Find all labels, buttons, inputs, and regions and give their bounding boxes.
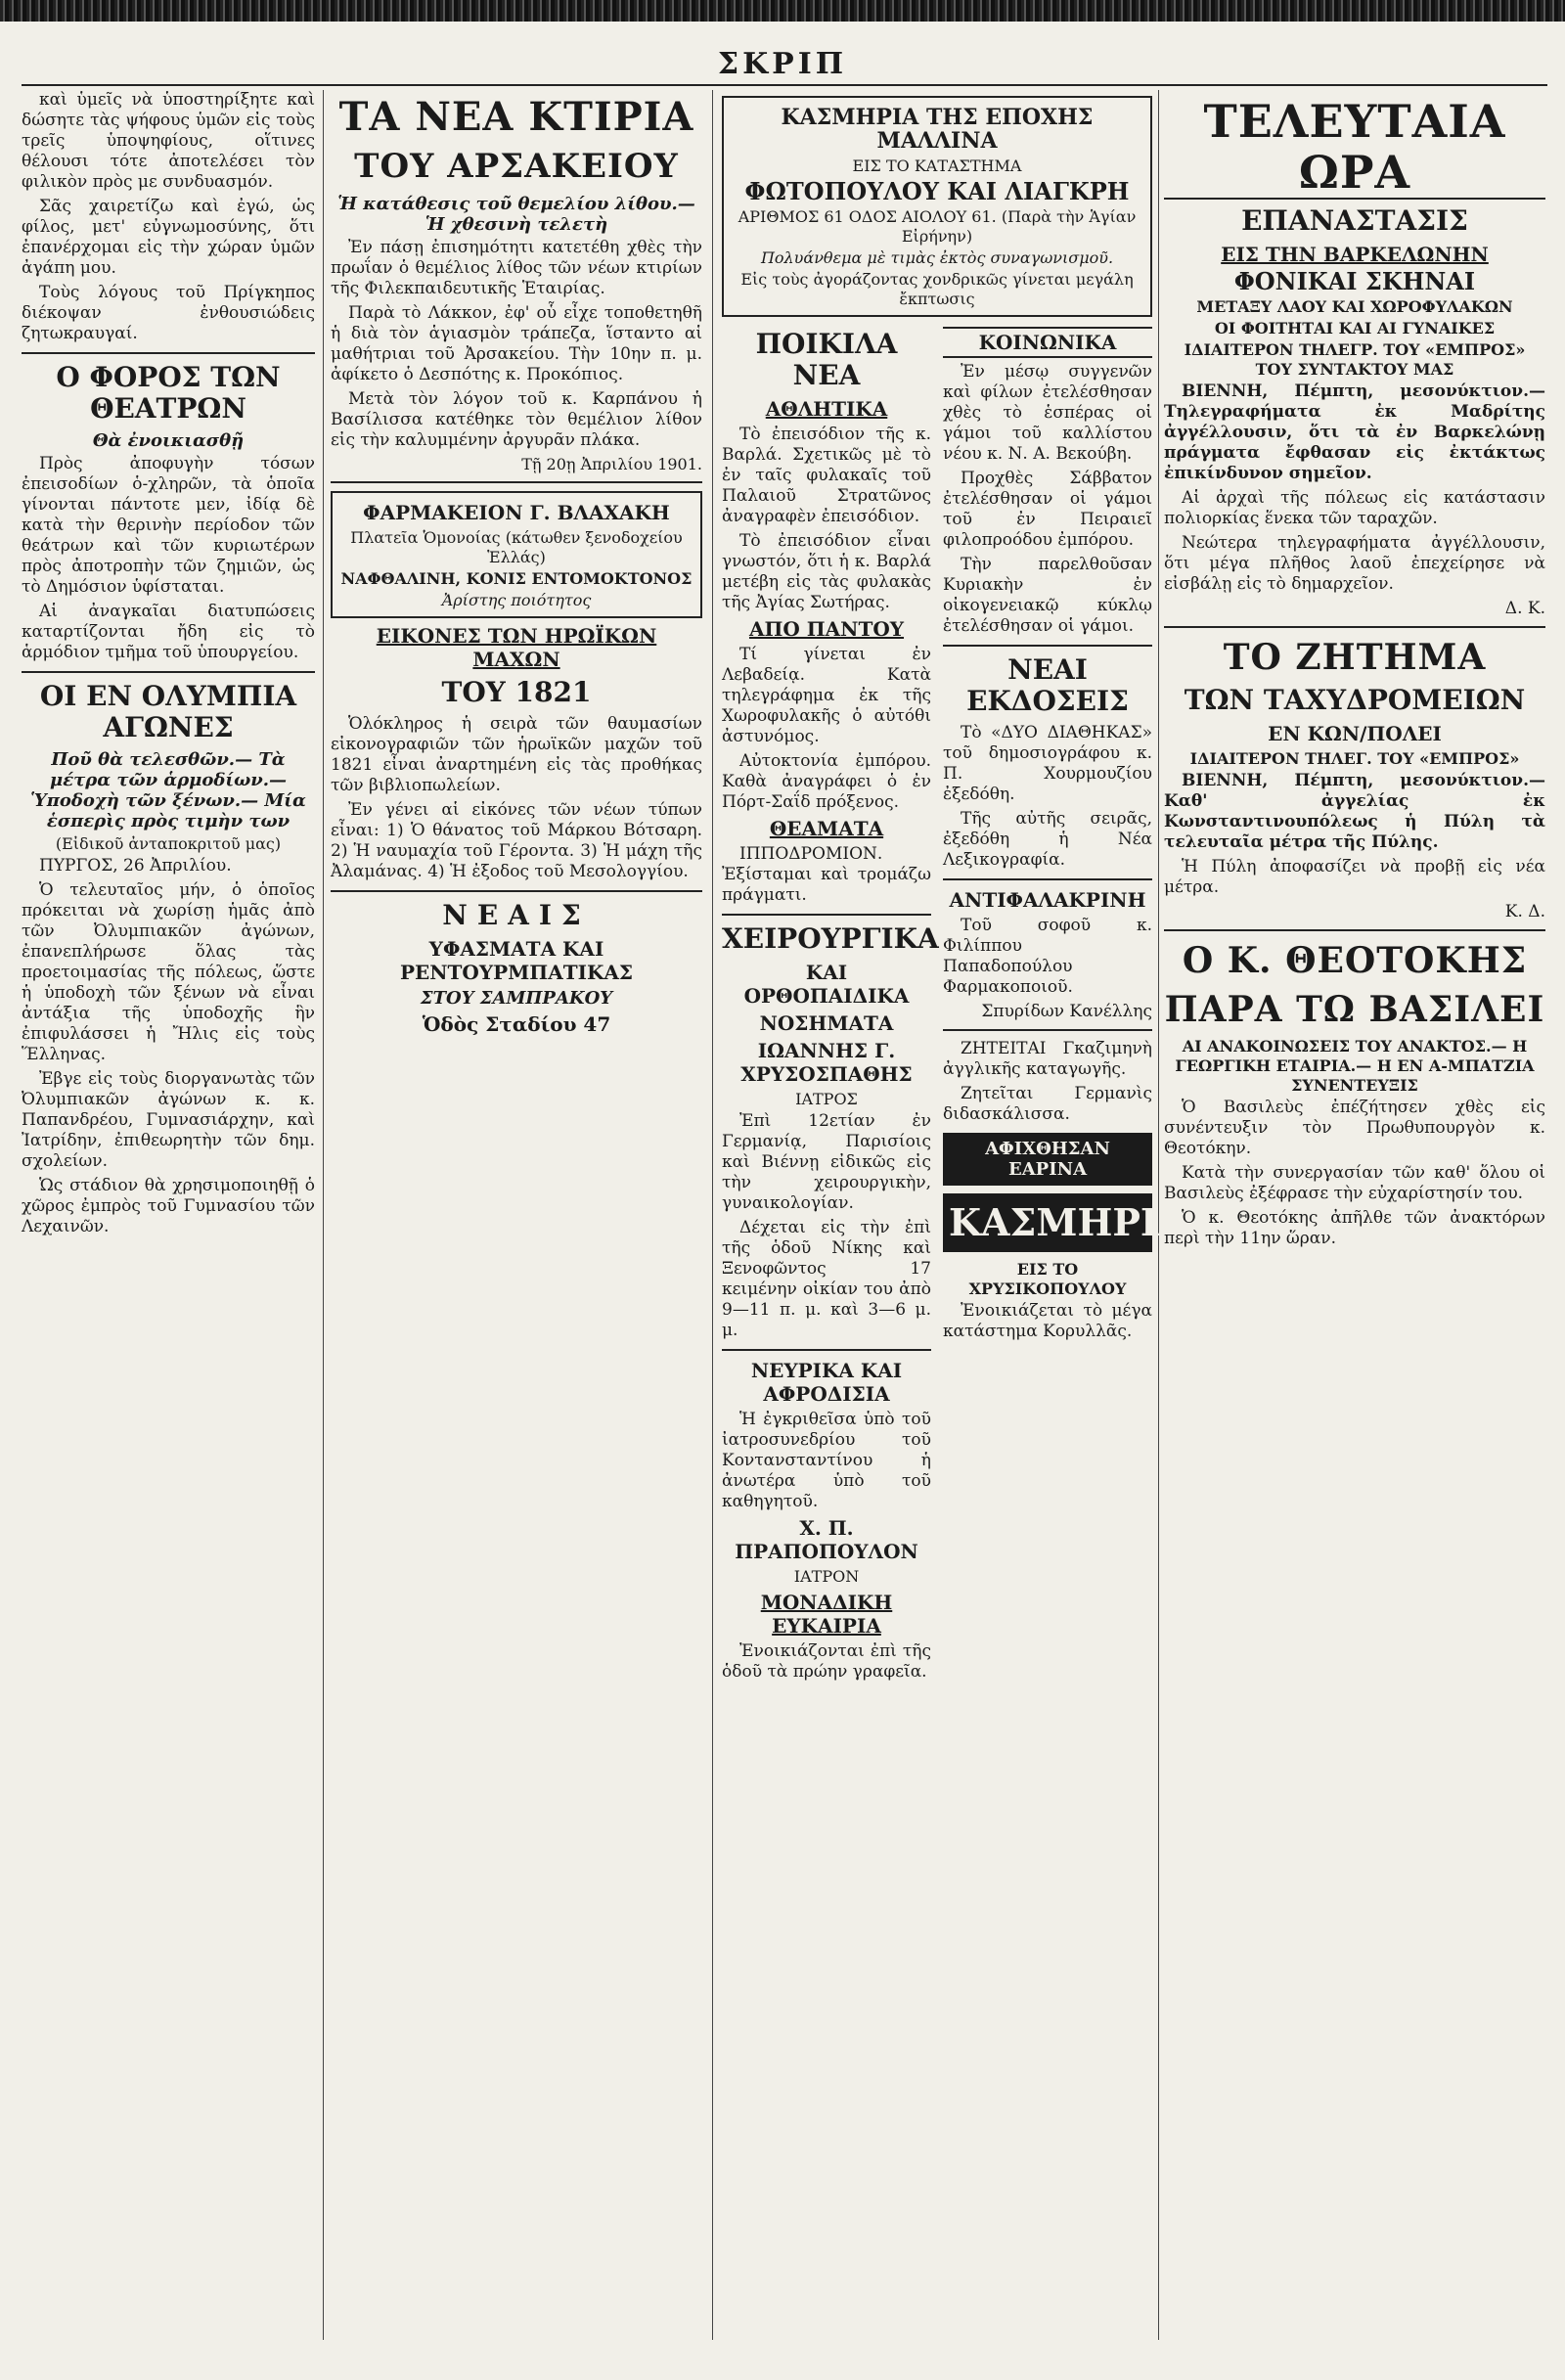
column-1 <box>22 90 315 2340</box>
theamata-p1: ΙΠΠΟΔΡΟΜΙΟΝ. Ἐξίσταμαι καὶ τρομάζω πράγματι. <box>722 844 931 905</box>
icons-title: ΕΙΚΟΝΕΣ ΤΩΝ ΗΡΩΪΚΩΝ ΜΑΧΩΝ <box>376 624 657 671</box>
banner-line-5: Πολυάνθεμα μὲ τιμὰς ἐκτὸς συναγωνισμοῦ. <box>760 248 1114 267</box>
theotokis-subtitle: ΑΙ ΑΝΑΚΟΙΝΩΣΕΙΣ ΤΟΥ ΑΝΑΚΤΟΣ.— Η ΓΕΩΡΓΙΚΗ ΕΤΑΙΡΙΑ.— Η ΕΝ Α-ΜΠΑΤΖΙΑ ΣΥΝΕΝΤΕΥΞΙΣ <box>1175 1037 1535 1095</box>
neais-shop: ΣΤΟΥ ΣΑΜΠΡΑΚΟΥ <box>420 988 613 1009</box>
poikila-title: ΠΟΙΚΙΛΑ ΝΕΑ <box>755 328 898 391</box>
col3-sep-2 <box>722 1349 931 1351</box>
icons-p1: Ὁλόκληρος ἡ σειρὰ τῶν θαυμασίων εἰκονογραφιῶν τῶν ἡρωϊκῶν μαχῶν τοῦ 1821 εἶναι ἀναρτημένη εἰς τὰς προθήκας τῶν βιβλιοπωλείων. <box>331 714 702 795</box>
athletika-title: ΑΘΛΗΤΙΚΑ <box>765 397 888 421</box>
telegram-header-2: ΙΔΙΑΙΤΕΡΟΝ ΤΗΛΕΓ. ΤΟΥ «ΕΜΠΡΟΣ» <box>1189 749 1520 768</box>
apo-panton-title: ΑΠΟ ΠΑΝΤΟΥ <box>748 617 905 641</box>
neyrika-p1: Ἡ ἐγκριθεῖσα ὑπὸ τοῦ ἰατροσυνεδρίου τοῦ Κοντανσταντίνου ἡ ἀνωτέρα ὑπὸ τοῦ καθηγητοῦ. <box>722 1410 931 1511</box>
pharmacy-ad <box>331 491 702 618</box>
col1-lead-p3: Τοὺς λόγους τοῦ Πρίγκηπος διέκοψαν ἐνθουσιώδεις ζητωκραυγαί. <box>22 283 315 343</box>
students-women-title: ΟΙ ΦΟΙΤΗΤΑΙ ΚΑΙ ΑΙ ΓΥΝΑΙΚΕΣ <box>1214 319 1496 337</box>
doctor-name: ΙΩΑΝΝΗΣ Γ. ΧΡΥΣΟΣΠΑΘΗΣ <box>740 1039 913 1086</box>
theamata-title: ΘΕΑΜΑΤΑ <box>769 817 884 840</box>
latest-p3: Νεώτερα τηλεγραφήματα ἀγγέλλουσιν, ὅτι μέγα πλῆθος λαοῦ ἐπεχείρησε νὰ εἰσβάλῃ εἰς τὸ δημαρχεῖον. <box>1164 533 1545 594</box>
post-sign: Κ. Δ. <box>1504 902 1545 921</box>
kasmiria-big: ΚΑΣΜΗΡΙΑ <box>943 1193 1152 1252</box>
olympia-subtitle: Ποῦ θὰ τελεσθῶν.— Τὰ μέτρα τῶν ἁρμοδίων.— Ὑποδοχὴ τῶν ξένων.— Μία ἑσπερὶς πρὸς τιμὴν των <box>30 749 306 831</box>
theotokis-p1: Ὁ Βασιλεὺς ἐπέζήτησεν χθὲς εἰς συνέντευξιν τὸν Πρωθυπουργὸν κ. Θεοτόκην. <box>1164 1098 1545 1158</box>
anti-title: ΑΝΤΙΦΑΛΑΚΡΙΝΗ <box>949 888 1146 912</box>
post-p2: Ἡ Πύλη ἀποφασίζει νὰ προβῇ εἰς νέα μέτρα. <box>1164 857 1545 897</box>
olympia-p3: Ὡς στάδιον θὰ χρησιμοποιηθῇ ὁ χῶρος ἐμπρὸς τοῦ Γυμνασίου τῶν Λεχαινῶν. <box>22 1176 315 1236</box>
col3-sep-3 <box>943 645 1152 647</box>
theatres-subtitle: Θὰ ἐνοικιασθῇ <box>92 430 245 451</box>
col3-left <box>722 323 939 1686</box>
pharmacy-line-2: ΝΑΦΘΑΛΙΝΗ, ΚΟΝΙΣ ΕΝΤΟΜΟΚΤΟΝΟΣ <box>340 569 693 588</box>
nea-p2: Τῆς αὐτῆς σειρᾶς, ἐξεδόθη ἡ Νέα Λεξικογραφία. <box>943 809 1152 870</box>
afix-banner: ΑΦΙΧΘΗΣΑΝ ΕΑΡΙΝΑ <box>943 1133 1152 1186</box>
col3-split <box>722 323 1187 1686</box>
koin-p3: Τὴν παρελθοῦσαν Κυριακὴν ἐν οἰκογενειακῷ κύκλῳ ἐτελέσθησαν οἱ γάμοι. <box>943 555 1152 636</box>
theotokis-p3: Ὁ κ. Θεοτόκης ἀπῆλθε τῶν ἀνακτόρων περὶ τὴν 11ην ὥραν. <box>1164 1208 1545 1248</box>
col3-sep-5 <box>943 1029 1152 1031</box>
xeir-title: ΧΕΙΡΟΥΡΓΙΚΑ <box>722 922 939 955</box>
pharmacy-line-3: Ἀρίστης ποιότητος <box>441 591 592 609</box>
anti-p1: Τοῦ σοφοῦ κ. Φιλίππου Παπαδοπούλου Φαρμακοποιοῦ. <box>943 916 1152 997</box>
theatres-p1: Πρὸς ἀποφυγὴν τόσων ἐπεισοδίων ὁ-χληρῶν, τὰ ὁποῖα γίνονται πάντοτε μεν, ἰδίᾳ δὲ κατὰ τὴν θερινὴν περίοδον τῶν θεάτρων καὶ τῶν κυριωτέρων πρὸς ἀποτροπὴν τῶν ζημιῶν, ὡς τὸ Δημόσιον ὑφίσταται. <box>22 454 315 597</box>
col1-lead-p2: Σᾶς χαιρετίζω καὶ ἐγώ, ὡς φίλος, μετ' εὐγνωμοσύνης, ὅτι ἐπανέρχομαι εἰς τὴν χώραν ὑμῶν ἀγάπη μου. <box>22 197 315 278</box>
theotokis-title-1: Ο Κ. ΘΕΟΤΟΚΗΣ <box>1182 940 1528 981</box>
olympia-p2: Ἐβγε εἰς τοὺς διοργανωτὰς τῶν Ὀλυμπιακῶν ἀγώνων κ. κ. Παπανδρέου, Γυμνασιάρχην, καὶ Ἰατρίδην, ἐπιθεωρητὴν τῶν δημ. σχολείων. <box>22 1069 315 1171</box>
col4-sep-2 <box>1164 929 1545 931</box>
arsakeio-p2: Παρὰ τὸ Λάκκον, ἐφ' οὗ εἶχε τοποθετηθῆ ἡ διὰ τὸν ἁγιασμὸν τράπεζα, ἵσταντο αἱ μαθήτριαι τοῦ Ἀρσακείου. Τὴν 10ην π. μ. ἀφίκετο ὁ Δεσπότης κ. Προκόπιος. <box>331 303 702 384</box>
kasmiria-banner <box>722 96 1152 317</box>
bloody-scenes-title: ΦΟΝΙΚΑΙ ΣΚΗΝΑΙ <box>1233 267 1476 295</box>
masthead-rule <box>22 84 1547 86</box>
monadiki-p1: Ἐνοικιάζονται ἐπὶ τῆς ὁδοῦ τὰ πρώην γραφεῖα. <box>722 1641 931 1682</box>
pharmacy-title: ΦΑΡΜΑΚΕΙΟΝ Γ. ΒΛΑΧΑΚΗ <box>363 501 670 524</box>
nea-ekd-title: ΝΕΑΙ ΕΚΔΟΣΕΙΣ <box>966 653 1129 717</box>
column-2 <box>331 90 702 2340</box>
arsakeio-p1: Ἐν πάσῃ ἐπισημότητι κατετέθη χθὲς τὴν πρωΐαν ὁ θεμέλιος λίθος τῶν νέων κτιρίων τῆς Φιλεκπαιδευτικῆς Ἑταιρίας. <box>331 238 702 298</box>
barcelona-title: ΕΙΣ ΤΗΝ ΒΑΡΚΕΛΩΝΗΝ <box>1221 243 1489 266</box>
people-police-title: ΜΕΤΑΞΥ ΛΑΟΥ ΚΑΙ ΧΩΡΟΦΥΛΑΚΩΝ <box>1196 297 1513 316</box>
anti-sign: Σπυρίδων Κανέλλης <box>981 1002 1152 1021</box>
olympia-place: ΠΥΡΓΟΣ, 26 Ἀπριλίου. <box>39 856 232 876</box>
banner-line-4: ΑΡΙΘΜΟΣ 61 ΟΔΟΣ ΑΙΟΛΟΥ 61. (Παρὰ τὴν Ἁγίαν Εἰρήνην) <box>738 207 1137 246</box>
icons-year: ΤΟΥ 1821 <box>441 676 592 708</box>
koinonika-title: ΚΟΙΝΩΝΙΚΑ <box>943 327 1152 358</box>
latest-p2: Αἱ ἀρχαὶ τῆς πόλεως εἰς κατάστασιν πολιορκίας ἕνεκα τῶν ταραχῶν. <box>1164 488 1545 528</box>
koin-p1: Ἐν μέσῳ συγγενῶν καὶ φίλων ἐτελέσθησαν χθὲς τὸ ἑσπέρας οἱ γάμοι τοῦ καλλίστου νέου κ. Ν. Α. Βεκούβη. <box>943 362 1152 464</box>
pharmacy-line-1: Πλατεῖα Ὁμονοίας (κάτωθεν ξενοδοχείου Ἑλλάς) <box>350 528 683 566</box>
theotokis-p2: Κατὰ τὴν συνεργασίαν τῶν καθ' ὅλου οἱ Βασιλεὺς ἐξέφρασε τὴν εὐχαρίστησίν του. <box>1164 1163 1545 1203</box>
arsakeio-title-1: ΤΑ ΝΕΑ ΚΤΙΡΙΑ <box>338 94 694 140</box>
post-title-3: ΕΝ ΚΩΝ/ΠΟΛΕΙ <box>1268 722 1442 745</box>
doctor-role: ΙΑΤΡΟΣ <box>795 1090 858 1108</box>
banner-line-1: ΚΑΣΜΗΡΙΑ ΤΗΣ ΕΠΟΧΗΣ ΜΑΛΛΙΝΑ <box>781 105 1094 154</box>
col3-right <box>943 323 1187 1686</box>
latest-p1: ΒΙΕΝΝΗ, Πέμπτη, μεσονύκτιον.— Τηλεγραφήματα ἐκ Μαδρίτης ἀγγέλλουσιν, ὅτι τὰ ἐν Βαρκελώνῃ πράγματα ἔφθασαν εἰς ἐκτάκτως ἐπικίνδυνον σημεῖον. <box>1164 382 1545 483</box>
banner-line-2: ΕΙΣ ΤΟ ΚΑΤΑΣΤΗΜΑ <box>852 157 1022 175</box>
telegram-header-1: ΙΔΙΑΙΤΕΡΟΝ ΤΗΛΕΓΡ. ΤΟΥ «ΕΜΠΡΟΣ» ΤΟΥ ΣΥΝΤΑΚΤΟΥ ΜΑΣ <box>1184 340 1526 379</box>
small-ad-2: Ζητεῖται Γερμανὶς διδασκάλισσα. <box>943 1084 1152 1124</box>
col2-sep-1 <box>331 481 702 483</box>
revolution-title: ΕΠΑΝΑΣΤΑΣΙΣ <box>1241 204 1468 237</box>
arsakeio-title-2: ΤΟΥ ΑΡΣΑΚΕΙΟΥ <box>354 147 679 186</box>
col1-sep-2 <box>22 671 315 673</box>
banner-line-3: ΦΩΤΟΠΟΥΛΟΥ ΚΑΙ ΛΙΑΓΚΡΗ <box>744 177 1130 205</box>
latest-hour-title: ΤΕΛΕΥΤΑΙΑ ΩΡΑ <box>1164 96 1545 200</box>
column-4 <box>1164 90 1545 2340</box>
kasmiria-shop: ΕΙΣ ΤΟ ΧΡΥΣΙΚΟΠΟΥΛΟΥ <box>968 1260 1127 1298</box>
arsakeio-subtitle: Ἡ κατάθεσις τοῦ θεμελίου λίθου.— Ἡ χθεσινὴ τελετὴ <box>337 194 695 235</box>
monadiki-title: ΜΟΝΑΔΙΚΗ ΕΥΚΑΙΡΙΑ <box>760 1591 893 1638</box>
latest-sign: Δ. Κ. <box>1504 599 1545 618</box>
column-3 <box>722 90 1187 2340</box>
col3-sep-1 <box>722 914 931 916</box>
koin-p2: Προχθὲς Σάββατον ἐτελέσθησαν οἱ γάμοι τοῦ ἐν Πειραιεῖ φιλοπροόδου ἐμπόρου. <box>943 469 1152 550</box>
nea-p1: Τὸ «ΔΥΟ ΔΙΑΘΗΚΑΣ» τοῦ δημοσιογράφου κ. Π. Χουρμουζίου ἐξεδόθη. <box>943 723 1152 804</box>
poikila-p1: Τὸ ἐπεισόδιον τῆς κ. Βαρλά. Σχετικῶς μὲ τὸ ἐν ταῖς φυλακαῖς τοῦ Παλαιοῦ Στρατῶνος ἀναγραφὲν ἐπεισόδιον. <box>722 425 931 526</box>
apo-p2: Αὐτοκτονία ἐμπόρου. Καθὰ ἀναγράφει ὁ ἐν Πόρτ-Σαΐδ πρόξενος. <box>722 751 931 812</box>
olympia-p1: Ὁ τελευταῖος μήν, ὁ ὁποῖος πρόκειται νὰ χωρίσῃ ἡμᾶς ἀπὸ τῶν Ὀλυμπιακῶν ἀγώνων, ἐπανεπλήρωσε ὅλας τὰς προετοιμασίας τῆς πόλεως, ὥστε ἡ ὑποδοχὴ τῶν ξένων νὰ εἶναι ἀντάξια τῆς ὑποδοχῆς ἣν ἐπιφυλάσσει ἡ Ἤλις εἰς τοὺς Ἕλληνας. <box>22 880 315 1064</box>
prapop-role: ΙΑΤΡΟΝ <box>793 1567 860 1586</box>
column-divider-2 <box>712 90 713 2340</box>
col1-sep-1 <box>22 352 315 354</box>
col2-sep-2 <box>331 890 702 892</box>
xeir-subtitle: ΚΑΙ ΟΡΘΟΠΑΙΔΙΚΑ <box>743 961 910 1008</box>
masthead: ΣΚΡΙΠ <box>717 47 848 81</box>
post-title-1: ΤΟ ΖΗΤΗΜΑ <box>1223 637 1487 678</box>
post-title-2: ΤΩΝ ΤΑΧΥΔΡΟΜΕΙΩΝ <box>1184 684 1526 716</box>
arsakeio-p3: Μετὰ τὸν λόγον τοῦ κ. Καρπάνου ἡ Βασίλισσα κατέθηκε τὸν θεμέλιον λίθον εἰς τὴν καλυμμένην ἀργυρᾶν πλάκα. <box>331 389 702 450</box>
banner-line-6: Εἰς τοὺς ἀγοράζοντας χονδρικῶς γίνεται μεγάλη ἔκπτωσις <box>740 270 1134 308</box>
small-ad-1: ΖΗΤΕΙΤΑΙ Γκαζιμηνὴ ἀγγλικῆς καταγωγῆς. <box>943 1039 1152 1079</box>
kasm-p1: Ἐνοικιάζεται τὸ μέγα κατάστημα Κορυλλᾶς. <box>943 1301 1152 1341</box>
arsakeio-date: Τῇ 20ῃ Ἀπριλίου 1901. <box>521 455 702 473</box>
neyrika-title: ΝΕΥΡΙΚΑ ΚΑΙ ΑΦΡΟΔΙΣΙΑ <box>750 1359 903 1406</box>
xeir-p2: Δέχεται εἰς τὴν ἐπὶ τῆς ὁδοῦ Νίκης καὶ Ξενοφῶντος 17 κειμένην οἰκίαν του ἀπὸ 9—11 π. μ. καὶ 3—6 μ. μ. <box>722 1218 931 1340</box>
neais-address: Ὁδὸς Σταδίου 47 <box>422 1012 611 1036</box>
theatres-title: Ο ΦΟΡΟΣ ΤΩΝ ΘΕΑΤΡΩΝ <box>56 361 281 425</box>
xeir-p1: Ἐπὶ 12ετίαν ἐν Γερμανίᾳ, Παρισίοις καὶ Βιέννῃ εἰδικῶς εἰς τὴν χειρουργικὴν, γυναικολογίαν. <box>722 1111 931 1213</box>
post-p1: ΒΙΕΝΝΗ, Πέμπτη, μεσονύκτιον.— Καθ' ἀγγελίας ἐκ Κωνσταντινουπόλεως ἡ Πύλη τὰ τελευταῖα μέτρα τῆς Πύλης. <box>1164 771 1545 852</box>
theotokis-title-2: ΠΑΡΑ ΤΩ ΒΑΣΙΛΕΙ <box>1164 989 1545 1030</box>
apo-p1: Τί γίνεται ἐν Λεβαδείᾳ. Κατὰ τηλεγράφημα ἐκ τῆς Χωροφυλακῆς ὁ αὐτόθι ἀστυνόμος. <box>722 645 931 746</box>
neais-subtitle: ΥΦΑΣΜΑΤΑ ΚΑΙ ΡΕΝΤΟΥΡΜΠΑΤΙΚΑΣ <box>399 937 633 984</box>
xeir-subtitle-2: ΝΟΣΗΜΑΤΑ <box>759 1011 894 1035</box>
neais-title: ΝΕΑΙΣ <box>442 899 591 931</box>
col3-sep-4 <box>943 878 1152 880</box>
col1-lead-p1: καὶ ὑμεῖς νὰ ὑποστηρίξητε καὶ δώσητε τὰς ψήφους ὑμῶν εἰς τοὺς τρεῖς ὑποψηφίους, οἵτινες θέλουσι τότε ἀποτελέσει τὸν φιλικὸν πρὸς με συνδυασμόν. <box>22 90 315 192</box>
col4-sep-1 <box>1164 626 1545 628</box>
prapop-name: Χ. Π. ΠΡΑΠΟΠΟΥΛΟΝ <box>735 1516 918 1563</box>
top-edge-band <box>0 0 1565 22</box>
column-divider-1 <box>323 90 324 2340</box>
icons-p2: Ἐν γένει αἱ εἰκόνες τῶν νέων τύπων εἶναι: 1) Ὁ θάνατος τοῦ Μάρκου Βότσαρη. 2) Ἡ ναυμαχία τοῦ Γέροντα. 3) Ἡ μάχη τῆς Ἀλαμάνας. 4) Ἡ ἐξοδος τοῦ Μεσολογγίου. <box>331 800 702 881</box>
olympia-note: (Εἰδικοῦ ἀνταποκριτοῦ μας) <box>55 834 282 853</box>
olympia-title: ΟΙ ΕΝ ΟΛΥΜΠΙΑ ΑΓΩΝΕΣ <box>39 680 297 743</box>
poikila-p2: Τὸ ἐπεισόδιον εἶναι γνωστόν, ὅτι ἡ κ. Βαρλά μετέβη εἰς τὰς φυλακὰς τῆς Ἀγίας Σωτήρας. <box>722 531 931 612</box>
theatres-p2: Αἱ ἀναγκαῖαι διατυπώσεις καταρτίζονται ἤδη εἰς τὸ ἁρμόδιον τμῆμα τοῦ ὑπουργείου. <box>22 602 315 662</box>
